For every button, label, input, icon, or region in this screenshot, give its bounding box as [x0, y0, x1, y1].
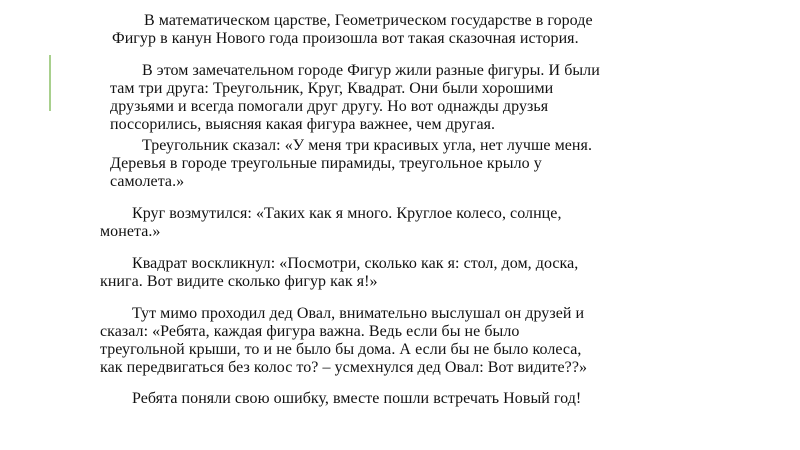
accent-bar — [49, 55, 51, 111]
text-line: друзьями и всегда помогали друг другу. Но вот однажды друзья — [110, 98, 549, 115]
text-line: Деревья в городе треугольные пирамиды, треугольное крыло у — [110, 155, 542, 172]
paragraph-circle — [68, 205, 708, 241]
text-line: треугольной крыши, то и не было бы дома. А если бы не было колеса, — [100, 341, 582, 358]
text-line: книга. Вот видите сколько фигур как я!» — [100, 273, 378, 290]
text-line: В этом замечательном городе Фигур жили разные фигуры. И были — [142, 62, 600, 79]
text-line: В математическом царстве, Геометрическом государстве в городе — [144, 12, 593, 29]
text-line: Ребята поняли свою ошибку, вместе пошли встречать Новый год! — [132, 390, 582, 407]
story-text — [68, 12, 708, 408]
paragraph-oval — [68, 305, 708, 377]
text-line: там три друга: Треугольник, Круг, Квадрат. Они были хорошими — [110, 80, 554, 97]
text-line: монета.» — [100, 223, 161, 240]
text-line: Тут мимо проходил дед Овал, внимательно выслушал он друзей и — [132, 305, 585, 322]
paragraph-ending — [68, 390, 708, 408]
text-line: как передвигаться без колос то? – усмехнулся дед Овал: Вот видите??» — [100, 359, 588, 376]
paragraph-friends — [78, 62, 708, 134]
text-line: Треугольник сказал: «У меня три красивых угла, нет лучше меня. — [142, 137, 592, 154]
text-line: поссорились, выясняя какая фигура важнее, чем другая. — [110, 116, 496, 133]
text-line: Круг возмутился: «Таких как я много. Круглое колесо, солнце, — [132, 205, 562, 222]
text-line: самолета.» — [110, 173, 185, 190]
paragraph-intro — [80, 12, 708, 48]
paragraph-square — [68, 255, 708, 291]
paragraph-triangle — [78, 137, 708, 191]
text-line: сказал: «Ребята, каждая фигура важна. Ведь если бы не было — [100, 323, 520, 340]
text-line: Фигур в канун Нового года произошла вот такая сказочная история. — [112, 30, 579, 47]
text-line: Квадрат воскликнул: «Посмотри, сколько как я: стол, дом, доска, — [132, 255, 579, 272]
